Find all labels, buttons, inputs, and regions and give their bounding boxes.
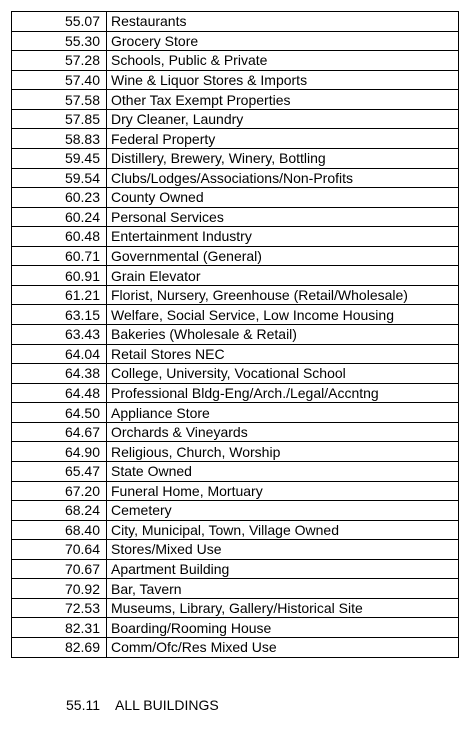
row-value: 57.40 [12, 70, 107, 90]
row-value: 60.71 [12, 246, 107, 266]
table-row [12, 207, 459, 227]
row-value: 68.40 [12, 520, 107, 540]
row-value: 64.67 [12, 422, 107, 442]
row-value: 82.69 [12, 638, 107, 658]
building-category-table [11, 11, 459, 658]
table-row [12, 422, 459, 442]
row-label: Cemetery [107, 501, 459, 521]
row-value: 65.47 [12, 461, 107, 481]
table-row [12, 618, 459, 638]
row-label: Restaurants [107, 12, 459, 32]
row-label: Orchards & Vineyards [107, 422, 459, 442]
table-row [12, 188, 459, 208]
row-label: Apartment Building [107, 559, 459, 579]
table-row [12, 481, 459, 501]
row-label: Personal Services [107, 207, 459, 227]
table-row [12, 520, 459, 540]
table-body [12, 12, 459, 658]
table-row [12, 638, 459, 658]
row-label: Distillery, Brewery, Winery, Bottling [107, 148, 459, 168]
row-value: 64.04 [12, 344, 107, 364]
total-label: ALL BUILDINGS [115, 697, 219, 713]
row-value: 59.45 [12, 148, 107, 168]
table-row [12, 31, 459, 51]
row-value: 70.92 [12, 579, 107, 599]
table-row [12, 559, 459, 579]
row-label: Religious, Church, Worship [107, 442, 459, 462]
row-label: Schools, Public & Private [107, 51, 459, 71]
row-value: 72.53 [12, 598, 107, 618]
row-value: 61.21 [12, 285, 107, 305]
row-label: College, University, Vocational School [107, 364, 459, 384]
table-row [12, 383, 459, 403]
row-label: Stores/Mixed Use [107, 540, 459, 560]
table-row [12, 364, 459, 384]
row-label: Welfare, Social Service, Low Income Housing [107, 305, 459, 325]
row-label: Museums, Library, Gallery/Historical Site [107, 598, 459, 618]
row-value: 60.91 [12, 266, 107, 286]
row-value: 60.48 [12, 227, 107, 247]
row-value: 60.24 [12, 207, 107, 227]
table-row [12, 148, 459, 168]
table-row [12, 325, 459, 345]
table-row [12, 344, 459, 364]
row-value: 70.67 [12, 559, 107, 579]
row-label: Dry Cleaner, Laundry [107, 109, 459, 129]
row-value: 55.30 [12, 31, 107, 51]
table-row [12, 461, 459, 481]
table-row [12, 12, 459, 32]
row-label: Wine & Liquor Stores & Imports [107, 70, 459, 90]
table-row [12, 51, 459, 71]
row-value: 70.64 [12, 540, 107, 560]
row-value: 60.23 [12, 188, 107, 208]
row-label: Bar, Tavern [107, 579, 459, 599]
table-row [12, 109, 459, 129]
table-row [12, 305, 459, 325]
total-value: 55.11 [66, 697, 100, 713]
row-value: 82.31 [12, 618, 107, 638]
row-value: 68.24 [12, 501, 107, 521]
table-row [12, 129, 459, 149]
row-label: Governmental (General) [107, 246, 459, 266]
row-label: Other Tax Exempt Properties [107, 90, 459, 110]
table-row [12, 540, 459, 560]
row-label: Entertainment Industry [107, 227, 459, 247]
table-row [12, 246, 459, 266]
row-value: 64.90 [12, 442, 107, 462]
row-label: Grain Elevator [107, 266, 459, 286]
table-row [12, 598, 459, 618]
row-label: Bakeries (Wholesale & Retail) [107, 325, 459, 345]
total-row [11, 695, 459, 715]
row-label: County Owned [107, 188, 459, 208]
row-label: Professional Bldg-Eng/Arch./Legal/Accntng [107, 383, 459, 403]
table-row [12, 442, 459, 462]
row-label: Retail Stores NEC [107, 344, 459, 364]
row-label: Grocery Store [107, 31, 459, 51]
table-row [12, 579, 459, 599]
row-label: Florist, Nursery, Greenhouse (Retail/Wholesale) [107, 285, 459, 305]
row-label: Funeral Home, Mortuary [107, 481, 459, 501]
row-label: Comm/Ofc/Res Mixed Use [107, 638, 459, 658]
row-value: 63.15 [12, 305, 107, 325]
table-row [12, 403, 459, 423]
row-value: 55.07 [12, 12, 107, 32]
row-value: 63.43 [12, 325, 107, 345]
row-label: State Owned [107, 461, 459, 481]
table-row [12, 70, 459, 90]
row-value: 64.38 [12, 364, 107, 384]
table-row [12, 285, 459, 305]
table-row [12, 266, 459, 286]
row-value: 57.85 [12, 109, 107, 129]
table-row [12, 90, 459, 110]
row-label: Appliance Store [107, 403, 459, 423]
table-row [12, 501, 459, 521]
row-value: 64.48 [12, 383, 107, 403]
table-row [12, 227, 459, 247]
row-value: 67.20 [12, 481, 107, 501]
row-value: 59.54 [12, 168, 107, 188]
row-value: 58.83 [12, 129, 107, 149]
table-row [12, 168, 459, 188]
row-label: Boarding/Rooming House [107, 618, 459, 638]
row-value: 57.28 [12, 51, 107, 71]
row-value: 57.58 [12, 90, 107, 110]
row-label: City, Municipal, Town, Village Owned [107, 520, 459, 540]
row-value: 64.50 [12, 403, 107, 423]
row-label: Clubs/Lodges/Associations/Non-Profits [107, 168, 459, 188]
row-label: Federal Property [107, 129, 459, 149]
